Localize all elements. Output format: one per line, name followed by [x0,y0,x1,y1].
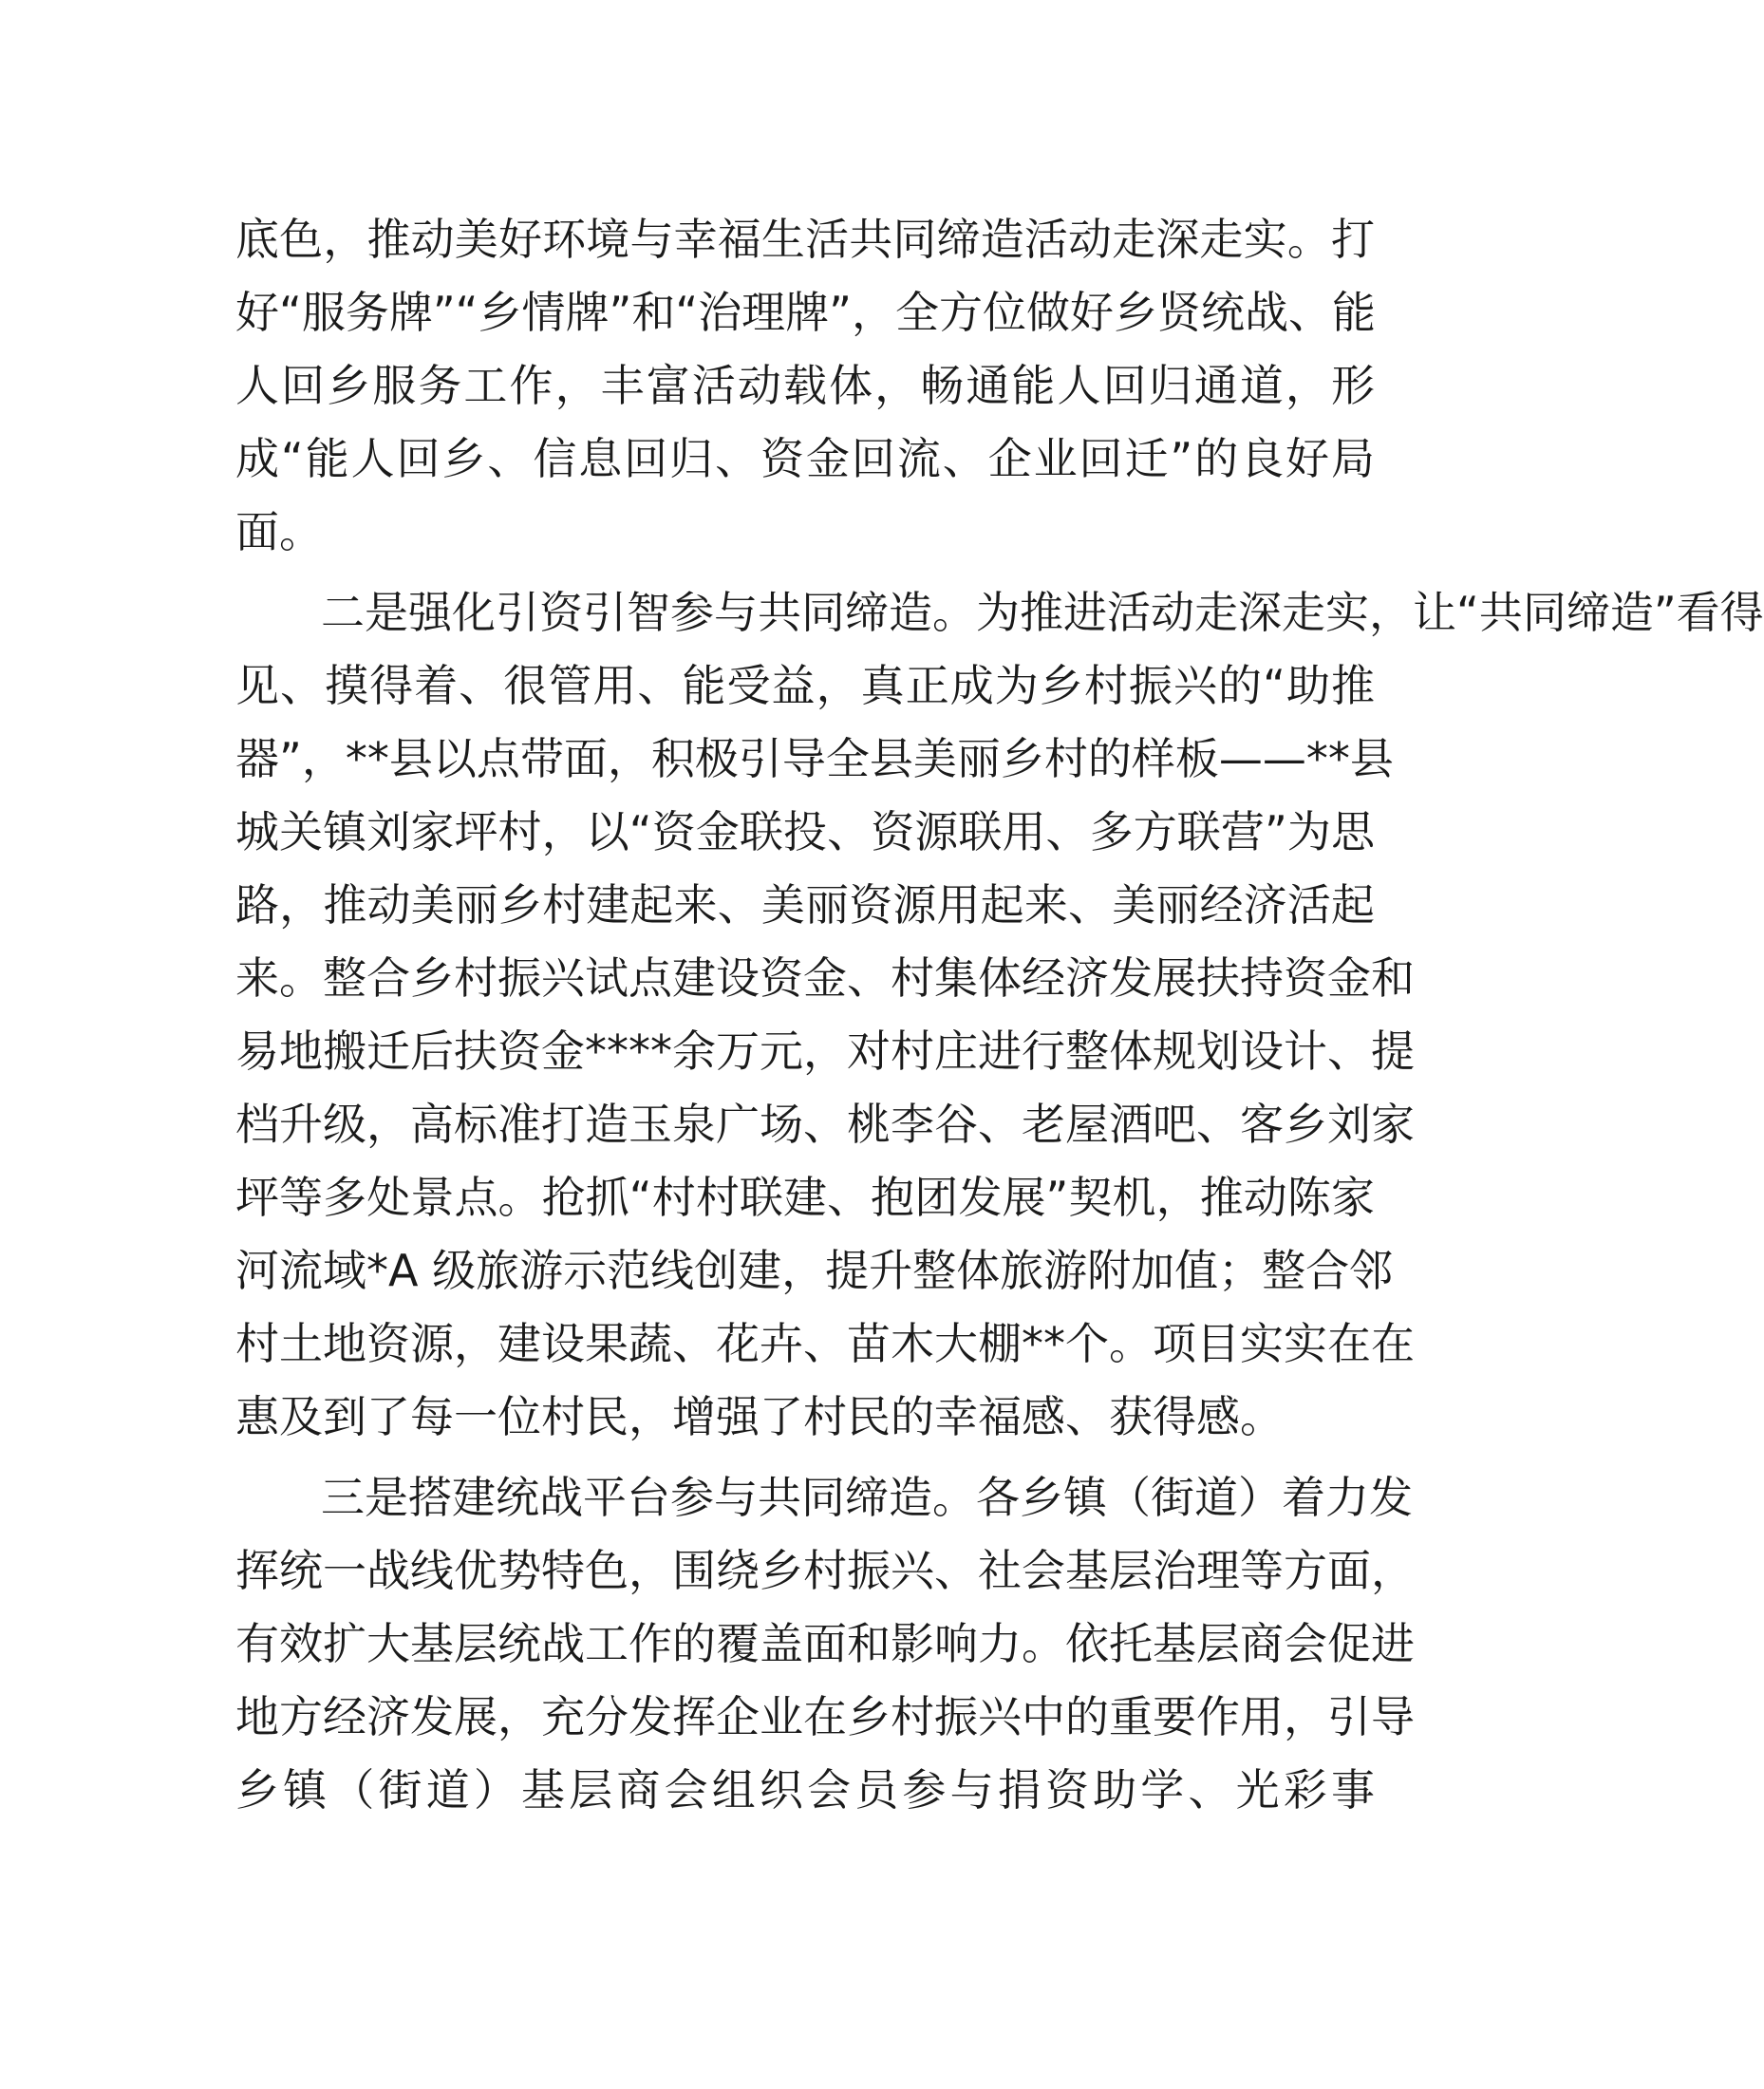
text-line: 路，推动美丽乡村建起来、美丽资源用起来、美丽经济活起 [235,879,1375,931]
text-line: 好“服务牌”“乡情牌”和“治理牌”，全方位做好乡贤统战、能 [235,287,1376,338]
text-line: 见、摸得着、很管用、能受益，真正成为乡村振兴的“助推 [235,660,1375,711]
paragraph-gap [235,1454,1375,1461]
text-line: 河流域*A 级旅游示范线创建，提升整体旅游附加值；整合邻 [235,1245,1394,1296]
text-line: 底色，推动美好环境与幸福生活共同缔造活动走深走实。打 [235,214,1375,265]
text-line: 人回乡服务工作，丰富活动载体，畅通能人回归通道，形 [235,360,1375,411]
text-line: 城关镇刘家坪村，以“资金联投、资源联用、多方联营”为思 [235,806,1375,857]
text-line: 面。 [235,506,323,557]
paragraph-2 [235,576,1764,1454]
text-line: 村土地资源，建设果蔬、花卉、苗木大棚**个。项目实实在在 [235,1318,1415,1369]
text-line: 惠及到了每一位村民，增强了村民的幸福感、获得感。 [235,1391,1284,1442]
text-line: 挥统一战线优势特色，围绕乡村振兴、社会基层治理等方面， [235,1545,1415,1596]
text-line: 二是强化引资引智参与共同缔造。为推进活动走深走实，让“共同缔造”看得 [321,587,1764,638]
text-line: 三是搭建统战平台参与共同缔造。各乡镇（街道）着力发 [321,1472,1413,1523]
text-line: 器”，**县以点带面，积极引导全县美丽乡村的样板——**县 [235,733,1394,784]
text-line: 成“能人回乡、信息回归、资金回流、企业回迁”的良好局 [235,433,1375,484]
text-line: 有效扩大基层统战工作的覆盖面和影响力。依托基层商会促进 [235,1618,1415,1669]
text-line: 坪等多处景点。抢抓“村村联建、抱团发展”契机，推动陈家 [235,1172,1375,1223]
paragraph-gap [235,569,1375,576]
paragraph-1 [235,203,1375,569]
text-line: 乡镇（街道）基层商会组织会员参与捐资助学、光彩事 [235,1764,1375,1816]
text-line: 档升级，高标准打造玉泉广场、桃李谷、老屋酒吧、客乡刘家 [235,1099,1415,1150]
text-line: 地方经济发展，充分发挥企业在乡村振兴中的重要作用，引导 [235,1691,1415,1742]
paragraph-3 [235,1461,1415,1827]
text-line: 来。整合乡村振兴试点建设资金、村集体经济发展扶持资金和 [235,952,1415,1004]
text-line: 易地搬迁后扶资金****余万元，对村庄进行整体规划设计、提 [235,1026,1415,1077]
document-body [235,203,1764,1827]
